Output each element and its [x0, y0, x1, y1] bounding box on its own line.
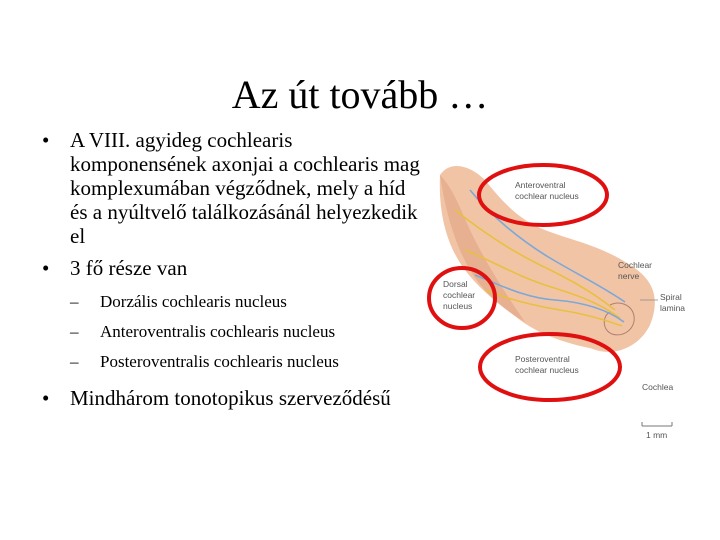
label-dorsal-3: nucleus [443, 301, 473, 311]
bullet-text: 3 fő része van [70, 256, 188, 280]
bullet-item [40, 256, 420, 280]
bullet-text: Mindhárom tonotopikus szerveződésű [70, 386, 391, 410]
label-anteroventral-2: cochlear nucleus [515, 191, 579, 201]
label-cochlear-nerve-2: nerve [618, 271, 640, 281]
sub-bullet-text: Posteroventralis cochlearis nucleus [100, 352, 339, 371]
dash-marker: – [70, 352, 79, 371]
label-anteroventral: Anteroventral [515, 180, 566, 190]
label-posteroventral-2: cochlear nucleus [515, 365, 579, 375]
label-dorsal-2: cochlear [443, 290, 476, 300]
sub-bullet-text: Anteroventralis cochlearis nucleus [100, 322, 336, 341]
bullet-marker: • [42, 256, 50, 280]
label-dorsal: Dorsal [443, 279, 468, 289]
scale-label: 1 mm [646, 430, 668, 440]
label-posteroventral: Posteroventral [515, 354, 570, 364]
bullet-item [40, 128, 420, 248]
bullet-item [40, 386, 420, 410]
bullet-list [40, 128, 420, 418]
label-cochlea: Cochlea [642, 382, 674, 392]
sub-bullet-item [40, 350, 420, 374]
sub-bullet-item [40, 320, 420, 344]
dash-marker: – [70, 292, 79, 311]
cochlear-nucleus-figure [410, 150, 710, 450]
sub-bullet-text: Dorzális cochlearis nucleus [100, 292, 287, 311]
bullet-marker: • [42, 386, 50, 410]
label-spiral-2: lamina [660, 303, 686, 313]
label-cochlear-nerve: Cochlear [618, 260, 653, 270]
slide-title: Az út tovább … [231, 72, 489, 117]
dash-marker: – [70, 322, 79, 341]
bullet-marker: • [42, 128, 50, 152]
cochlea-shape [574, 280, 647, 352]
bullet-text: A VIII. agyideg cochlearis komponensének axonjai a cochlearis mag komplexumában végződnek, mely a híd és a nyúltvelő találkozásánál helyezkedik el [70, 128, 420, 248]
sub-bullet-list [40, 290, 420, 374]
label-spiral: Spiral [660, 292, 682, 302]
sub-bullet-item [40, 290, 420, 314]
